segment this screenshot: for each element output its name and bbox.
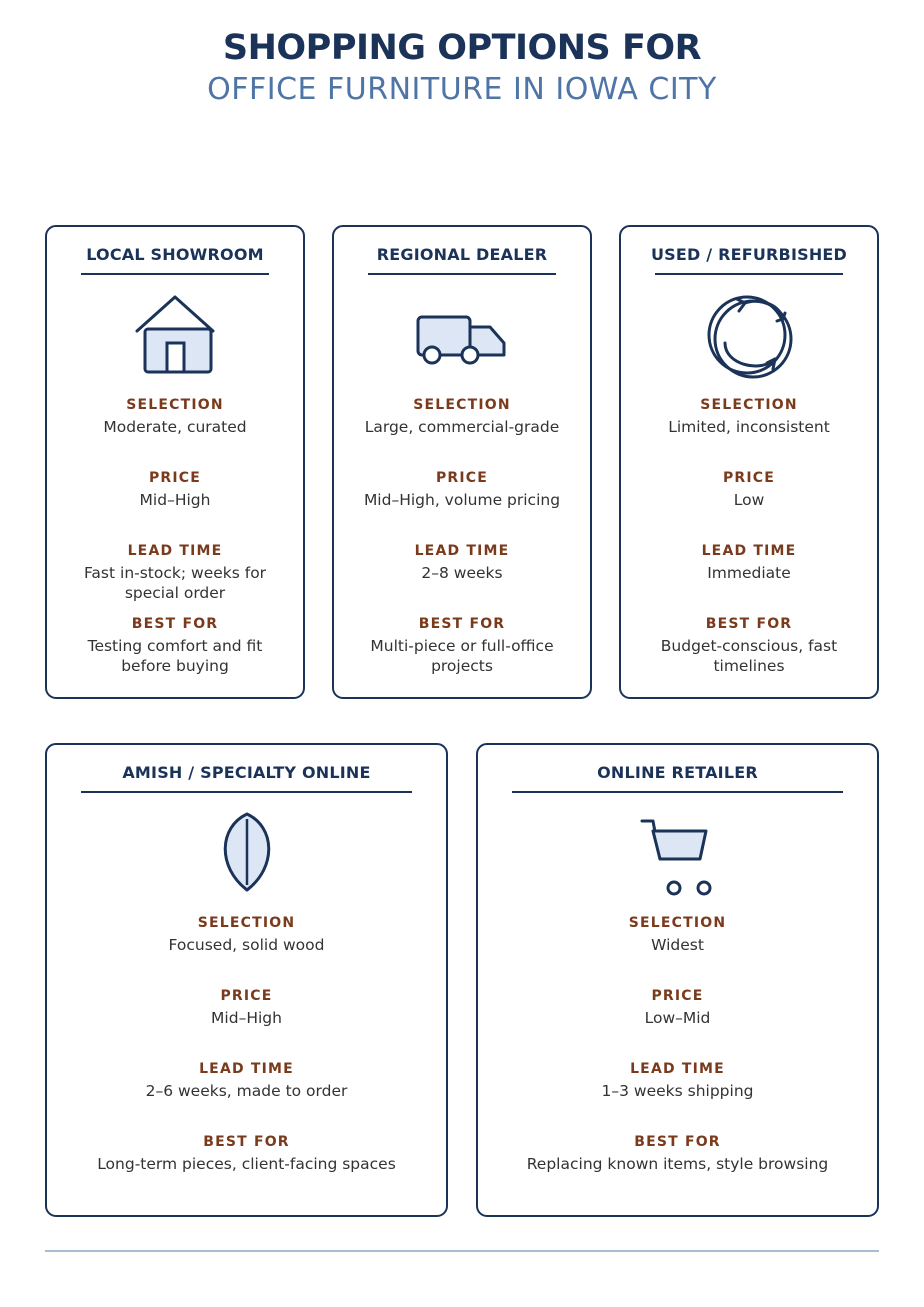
price-label: PRICE <box>220 988 273 1004</box>
price-label: PRICE <box>435 470 489 486</box>
recycle-icon <box>701 287 797 383</box>
price-label: PRICE <box>651 988 704 1004</box>
lead-time-label: LEAD TIME <box>127 543 223 559</box>
price-label: PRICE <box>722 470 776 486</box>
leaf-icon <box>215 811 279 893</box>
best-for-value: Multi-piece or full-office projects <box>370 637 554 675</box>
best-for-section <box>635 614 863 676</box>
card-regional-dealer <box>332 225 592 699</box>
lead-time-value: 2–6 weeks, made to order <box>145 1082 348 1100</box>
lead-time-section <box>635 541 863 583</box>
lead-time-value: 2–8 weeks <box>421 564 503 582</box>
best-for-label: BEST FOR <box>705 616 793 632</box>
selection-value: Moderate, curated <box>103 418 247 436</box>
page-subtitle: OFFICE FURNITURE IN IOWA CITY <box>207 72 717 107</box>
card-title: USED / REFURBISHED <box>650 245 848 264</box>
best-for-value: Long-term pieces, client-facing spaces <box>97 1155 396 1173</box>
best-for-value: Replacing known items, style browsing <box>526 1155 829 1173</box>
selection-label: SELECTION <box>628 915 727 931</box>
best-for-label: BEST FOR <box>634 1134 721 1150</box>
price-section <box>492 986 863 1028</box>
price-section <box>348 468 576 510</box>
selection-section <box>61 913 432 955</box>
lead-time-value: 1–3 weeks shipping <box>601 1082 754 1100</box>
best-for-section <box>61 614 289 676</box>
footer-divider <box>45 1250 879 1252</box>
lead-time-value: Fast in-stock; weeks for special order <box>83 564 267 602</box>
card-local-showroom <box>45 225 305 699</box>
price-value: Low <box>733 491 765 509</box>
shopping-cart-icon <box>638 817 718 897</box>
card-title: LOCAL SHOWROOM <box>86 245 264 264</box>
card-online-retailer <box>476 743 879 1217</box>
selection-value: Focused, solid wood <box>168 936 325 954</box>
lead-time-label: LEAD TIME <box>701 543 797 559</box>
card-title: ONLINE RETAILER <box>597 763 758 782</box>
price-section <box>61 986 432 1028</box>
lead-time-section <box>492 1059 863 1101</box>
lead-time-section <box>348 541 576 583</box>
card-title: AMISH / SPECIALTY ONLINE <box>122 763 371 782</box>
best-for-value: Budget-conscious, fast timelines <box>660 637 838 675</box>
price-value: Low–Mid <box>644 1009 711 1027</box>
price-value: Mid–High <box>139 491 211 509</box>
best-for-label: BEST FOR <box>203 1134 290 1150</box>
price-value: Mid–High <box>211 1009 282 1027</box>
page-title: SHOPPING OPTIONS FOR <box>222 28 702 68</box>
selection-label: SELECTION <box>700 397 798 413</box>
selection-label: SELECTION <box>413 397 511 413</box>
best-for-value: Testing comfort and fit before buying <box>87 637 263 675</box>
selection-label: SELECTION <box>197 915 296 931</box>
best-for-section <box>348 614 576 676</box>
selection-section <box>492 913 863 955</box>
card-title: REGIONAL DEALER <box>376 245 548 264</box>
best-for-section <box>61 1132 432 1174</box>
lead-time-section <box>61 1059 432 1101</box>
best-for-label: BEST FOR <box>418 616 506 632</box>
house-icon <box>133 291 217 377</box>
lead-time-label: LEAD TIME <box>630 1061 725 1077</box>
selection-label: SELECTION <box>126 397 224 413</box>
card-used-refurbished <box>619 225 879 699</box>
best-for-label: BEST FOR <box>131 616 219 632</box>
selection-value: Large, commercial-grade <box>364 418 560 436</box>
price-label: PRICE <box>148 470 202 486</box>
card-divider <box>81 273 269 275</box>
selection-value: Widest <box>651 936 704 954</box>
card-divider <box>81 791 412 793</box>
selection-section <box>635 395 863 437</box>
lead-time-label: LEAD TIME <box>199 1061 294 1077</box>
truck-icon <box>414 311 510 367</box>
card-amish-specialty-online <box>45 743 448 1217</box>
lead-time-value: Immediate <box>707 564 791 582</box>
card-divider <box>512 791 843 793</box>
best-for-section <box>492 1132 863 1174</box>
lead-time-label: LEAD TIME <box>414 543 510 559</box>
card-divider <box>655 273 843 275</box>
selection-section <box>348 395 576 437</box>
lead-time-section <box>61 541 289 603</box>
selection-value: Limited, inconsistent <box>668 418 830 436</box>
price-value: Mid–High, volume pricing <box>363 491 561 509</box>
price-section <box>61 468 289 510</box>
card-divider <box>368 273 556 275</box>
price-section <box>635 468 863 510</box>
selection-section <box>61 395 289 437</box>
